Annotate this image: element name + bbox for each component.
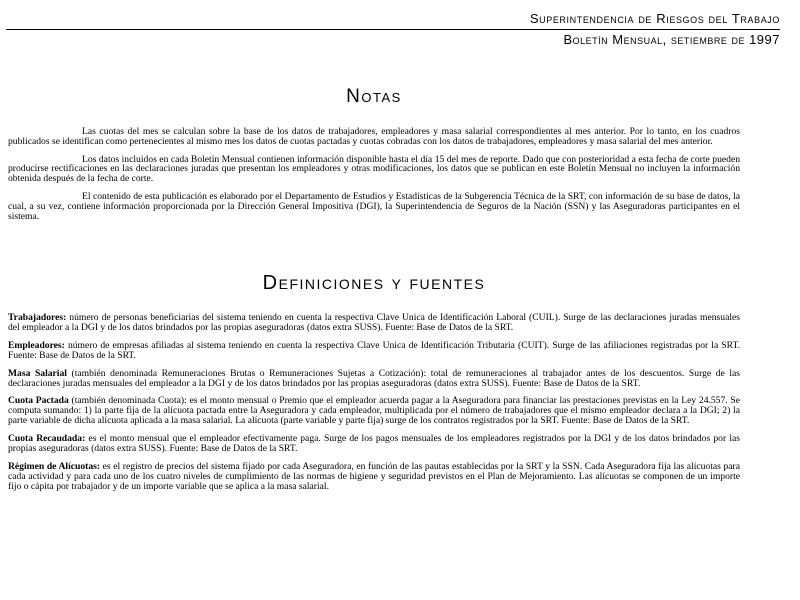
definition-term: Cuota Recaudada: xyxy=(8,433,86,445)
definition-term: Régimen de Alícuotas: xyxy=(8,460,101,472)
notas-section xyxy=(8,127,740,229)
definition-item xyxy=(8,341,740,361)
definiciones-section xyxy=(8,313,740,500)
definition-text: es el monto mensual que el empleador efectivamente paga. Surge de los pagos mensuales de los empleadores registrados por la DGI y de los datos brindados por las propias aseguradoras (datos extra SUSS). Fuente: Base de Datos de la SRT. xyxy=(8,433,740,455)
notas-paragraph: Los datos incluidos en cada Boletín Mensual contienen información disponible hasta el día 15 del mes de reporte. Dado que con posterioridad a esta fecha de corte pueden producirse rectificaciones en las declaraciones juradas que presentan los empleadores y otras modificaciones, los datos que se publican en este Boletín Mensual no incluyen la información obtenida después de la fecha de corte. xyxy=(8,153,740,185)
definition-item xyxy=(8,313,740,333)
definition-text: número de personas beneficiarias del sistema teniendo en cuenta la respectiva Clave Unica de Identificación Laboral (CUIL). Surge de las declaraciones juradas mensuales del empleador a la DGI y de los datos brindados por las propias aseguradoras (datos extra SUSS). Fuente: Base de Datos de la SRT. xyxy=(8,312,740,333)
definition-text: (también denominada Cuota): es el monto mensual o Premio que el empleador acuerda pagar a la Aseguradora para financiar las prestaciones previstas en la Ley 24.557. Se computa sumando: 1) la parte fija de la alícuota pactada entre la Aseguradora y cada empleador, multiplicada por el número de trabajadores que el mismo empleador declara a la DGI; 2) la parte variable de dicha alícuota aplicada a la masa salarial. La alícuota (parte variable y parte fija) surge de los contratos registrados por la SRT. Fuente: Base de Datos de la SRT. xyxy=(8,395,740,427)
notas-paragraph: Las cuotas del mes se calculan sobre la base de los datos de trabajadores, empleadores y masa salarial correspondientes al mes anterior. Por lo tanto, en los cuadros publicados se identifican como pertenecientes al mismo mes los datos de cuotas pactadas y cuotas cobradas con los datos de trabajadores, empleadores y masa salarial del mes anterior. xyxy=(8,126,740,147)
definiciones-title: Definiciones y fuentes xyxy=(262,272,486,294)
definition-term: Masa Salarial xyxy=(8,367,67,379)
notas-paragraph: El contenido de esta publicación es elaborado por el Departamento de Estudios y Estadísticas de la Subgerencia Técnica de la SRT, con información de su base de datos, la cual, a su vez, contiene información proporcionada por la Dirección General Impositiva (DGI), la Superintendencia de Seguros de la Nación (SSN) y las Aseguradoras participantes en el sistema. xyxy=(8,190,740,222)
notas-title: Notas xyxy=(346,86,402,107)
definition-term: Cuota Pactada xyxy=(8,395,69,407)
definition-text: (también denominada Remuneraciones Brutas o Remuneraciones Sujetas a Cotización): total de remuneraciones al trabajador antes de los descuentos. Surge de las declaraciones juradas mensuales del empleador a la DGI y de los datos brindados por las propias aseguradoras (datos extra SUSS). Fuente: Base de Datos de la SRT. xyxy=(8,367,740,389)
definition-term: Empleadores: xyxy=(8,339,65,351)
definition-item xyxy=(8,396,740,426)
definition-term: Trabajadores: xyxy=(8,312,67,323)
definition-item xyxy=(8,434,740,454)
header-rule xyxy=(6,29,780,30)
definition-text: número de empresas afiliadas al sistema teniendo en cuenta la respectiva Clave Unica de Identificación Tributaria (CUIT). Surge de las afiliaciones registradas por la SRT. Fuente: Base de Datos de la SRT. xyxy=(8,339,740,361)
definition-item xyxy=(8,462,740,492)
page-header xyxy=(6,10,780,49)
header-publication: Boletín Mensual, setiembre de 1997 xyxy=(563,32,780,47)
definition-item xyxy=(8,369,740,389)
definition-text: es el registro de precios del sistema fijado por cada Aseguradora, en función de las pautas establecidas por la SRT y la SSN. Cada Aseguradora fija las alícuotas para cada actividad y para cada uno de los cuatro niveles de cumplimiento de las normas de higiene y seguridad previstos en el Plan de Mejoramiento. Las alícuotas se componen de un importe fijo o cápita por trabajador y de un importe variable que se aplica a la masa salarial. xyxy=(8,460,740,492)
header-organization: Superintendencia de Riesgos del Trabajo xyxy=(529,11,780,26)
